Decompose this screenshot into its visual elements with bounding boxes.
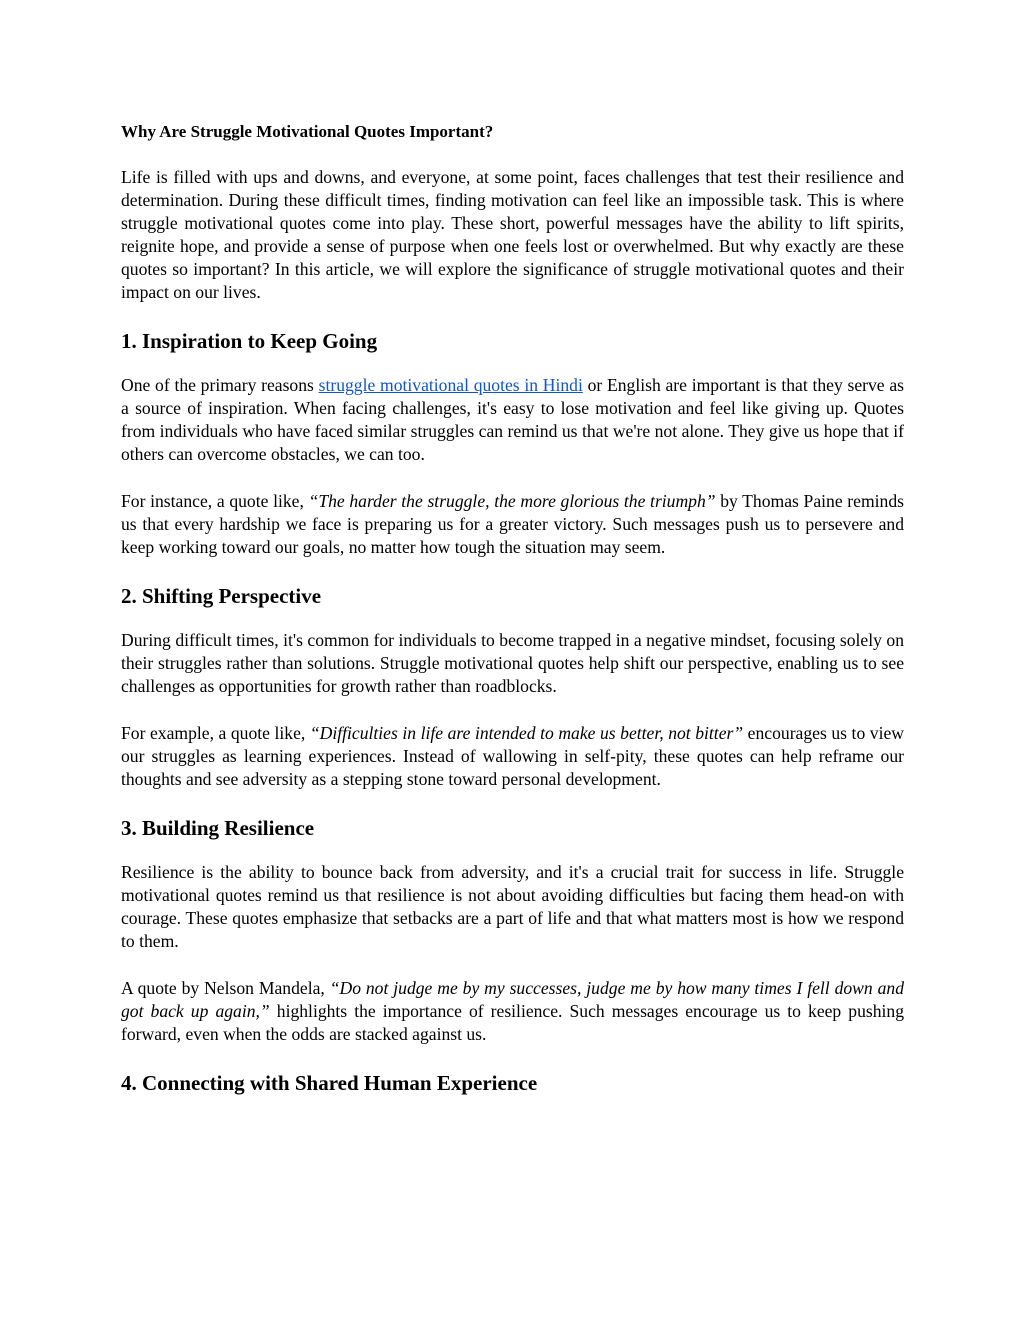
section-2-heading: 2. Shifting Perspective <box>121 584 322 608</box>
section-2-paragraph-2 <box>121 722 904 791</box>
difficulties-quote: “Difficulties in life are intended to make us better, not bitter” <box>309 723 744 743</box>
section-1-p1-text-after: or English are important is that they serve as a source of inspiration. When facing challenges, it's easy to lose motivation and feel like giving up. Quotes from individuals who have faced similar struggles can remind us that we're not alone. They give us hope that if others can overcome obstacles, we can too. <box>121 375 904 464</box>
document-page <box>121 121 904 1116</box>
nelson-mandela-quote: “Do not judge me by my successes, judge me by how many times I fell down and got back up again,” <box>121 978 904 1021</box>
intro-paragraph: Life is filled with ups and downs, and everyone, at some point, faces challenges that test their resilience and determination. During these difficult times, finding motivation can feel like an impossible task. This is where struggle motivational quotes come into play. These short, powerful messages have the ability to lift spirits, reignite hope, and provide a sense of purpose when one feels lost or overwhelmed. But why exactly are these quotes so important? In this article, we will explore the significance of struggle motivational quotes and their impact on our lives. <box>121 167 904 302</box>
section-3-p2-text-before: A quote by Nelson Mandela, <box>121 978 330 998</box>
section-1-p1-text-before: One of the primary reasons <box>121 375 319 395</box>
section-2-paragraph-1: During difficult times, it's common for individuals to become trapped in a negative mindset, focusing solely on their struggles rather than solutions. Struggle motivational quotes help shift our perspective, enabling us to see challenges as opportunities for growth rather than roadblocks. <box>121 630 904 696</box>
section-4-heading: 4. Connecting with Shared Human Experience <box>121 1071 538 1095</box>
section-2-p2-text-before: For example, a quote like, <box>121 723 310 743</box>
section-1-heading: 1. Inspiration to Keep Going <box>121 329 378 353</box>
section-2-p2-text-after: encourages us to view our struggles as learning experiences. Instead of wallowing in self-pity, these quotes can help reframe our thoughts and see adversity as a stepping stone toward personal development. <box>121 723 904 789</box>
section-3-paragraph-1: Resilience is the ability to bounce back from adversity, and it's a crucial trait for success in life. Struggle motivational quotes remind us that resilience is not about avoiding difficulties but facing them head-on with courage. These quotes emphasize that setbacks are a part of life and that what matters most is how we respond to them. <box>121 862 904 951</box>
section-3-heading: 3. Building Resilience <box>121 816 315 840</box>
section-1-p2-text-after: by Thomas Paine reminds us that every hardship we face is preparing us for a greater victory. Such messages push us to persevere and keep working toward our goals, no matter how tough the situation may seem. <box>121 491 904 557</box>
document-title: Why Are Struggle Motivational Quotes Important? <box>121 122 494 141</box>
section-3-p2-text-after: highlights the importance of resilience. Such messages encourage us to keep pushing forward, even when the odds are stacked against us. <box>121 1001 905 1044</box>
thomas-paine-quote: “The harder the struggle, the more glorious the triumph” <box>308 491 716 511</box>
hindi-quotes-link[interactable]: struggle motivational quotes in Hindi <box>318 375 583 395</box>
section-3-paragraph-2 <box>121 977 904 1046</box>
section-1-paragraph-1 <box>121 374 904 466</box>
section-1-p2-text-before: For instance, a quote like, <box>121 491 309 511</box>
section-1-paragraph-2 <box>121 490 904 559</box>
